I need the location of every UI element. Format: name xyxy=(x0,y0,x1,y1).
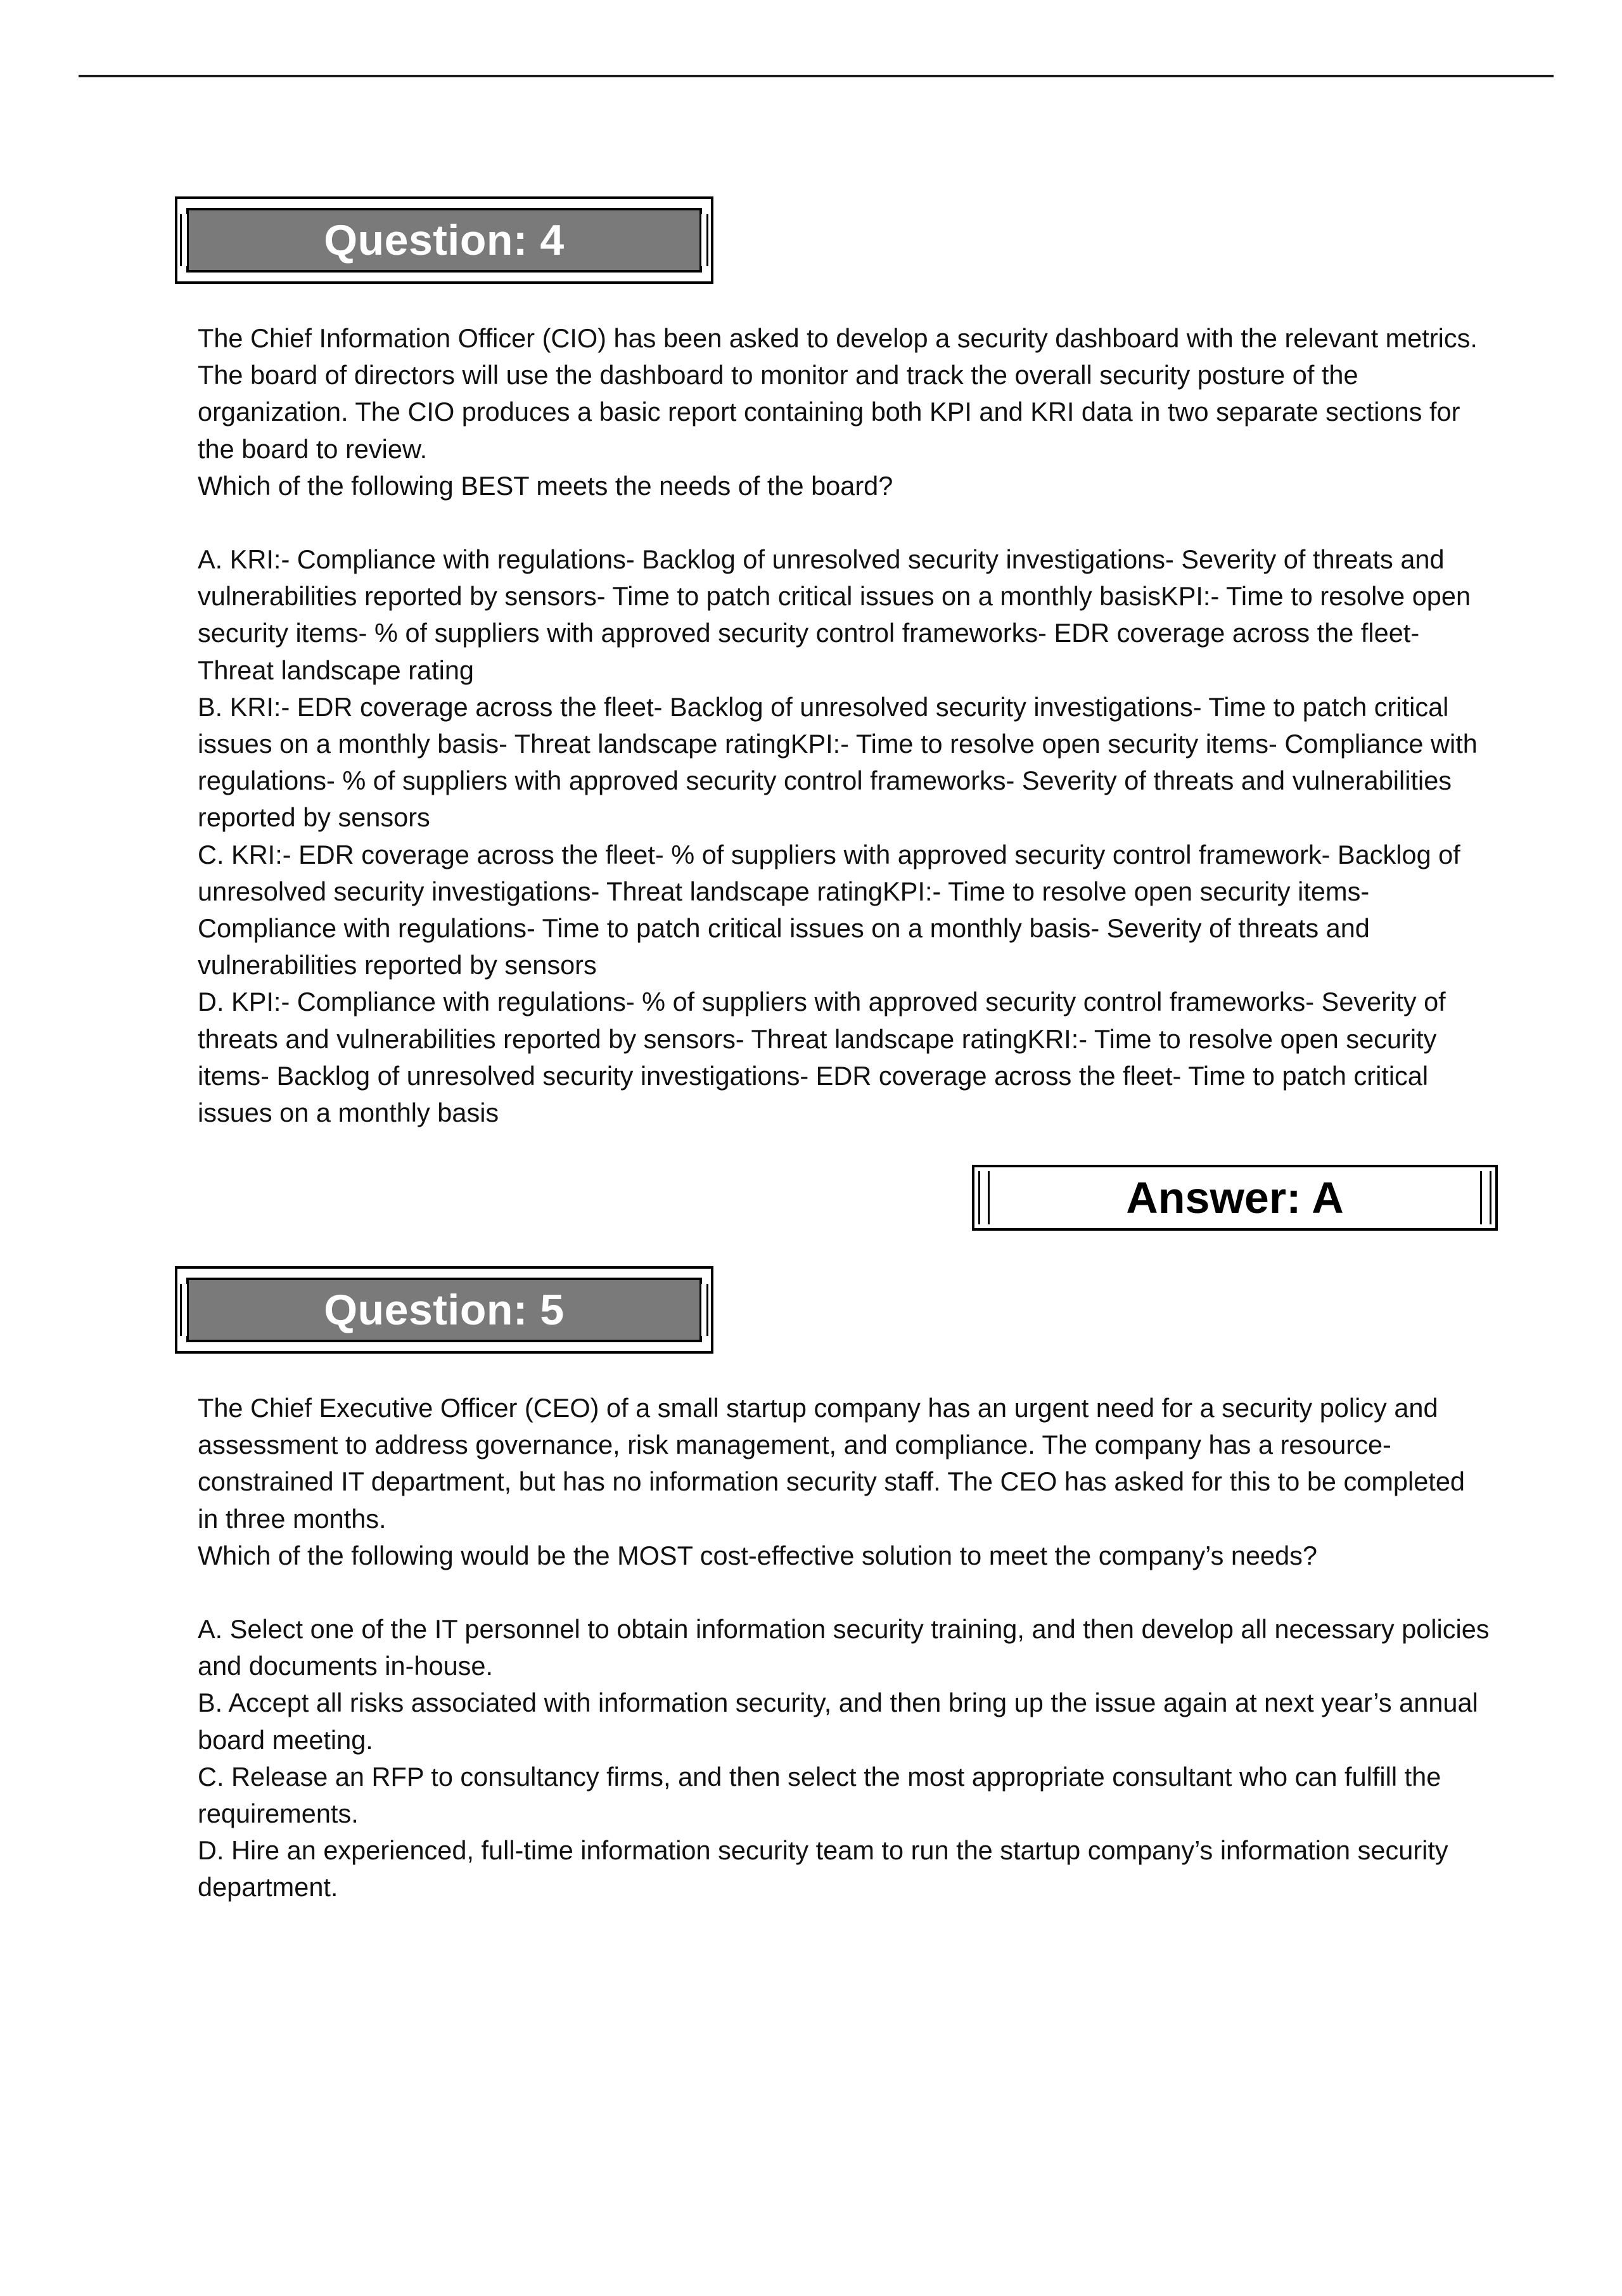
question-4-prompt: Which of the following BEST meets the needs of the board? xyxy=(198,470,893,501)
question-5-option-d: D. Hire an experienced, full-time information security team to run the startup company’s information security department. xyxy=(198,1835,1448,1902)
question-5-prompt: Which of the following would be the MOST cost-effective solution to meet the company’s needs? xyxy=(198,1540,1318,1570)
header-rule xyxy=(79,75,1554,77)
question-4-title: Question: 4 xyxy=(324,216,565,264)
question-5-stem: The Chief Executive Officer (CEO) of a small startup company has an urgent need for a security policy and assessment to address governance, risk management, and compliance. The company has a resource-constrained IT department, but has no information security staff. The CEO has asked for this to be completed in three months. xyxy=(198,1393,1465,1534)
question-4-option-d: D. KPI:- Compliance with regulations- % of suppliers with approved security control frameworks- Severity of threats and vulnerabilities reported by sensors- Threat landscape ratingKRI:- Time to resolve open security items- Backlog of unresolved security investigations- EDR coverage across the fleet- Time to patch critical issues on a monthly basis xyxy=(198,987,1446,1128)
question-5-option-c: C. Release an RFP to consultancy firms, and then select the most appropriate consultant who can fulfill the requirements. xyxy=(198,1761,1441,1829)
question-5-option-a: A. Select one of the IT personnel to obtain information security training, and then develop all necessary policies and documents in-house. xyxy=(198,1614,1490,1681)
question-5-body xyxy=(198,1390,1490,1906)
question-4-header-band xyxy=(186,208,702,273)
question-5-option-b: B. Accept all risks associated with information security, and then bring up the issue again at next year’s annual board meeting. xyxy=(198,1688,1478,1755)
question-4-option-a: A. KRI:- Compliance with regulations- Backlog of unresolved security investigations- Severity of threats and vulnerabilities reported by sensors- Time to patch critical issues on a monthly basisKPI:- Time to resolve open security items- % of suppliers with approved security control frameworks- EDR coverage across the fleet- Threat landscape rating xyxy=(198,544,1471,685)
question-4-header xyxy=(175,196,713,284)
question-4-stem: The Chief Information Officer (CIO) has been asked to develop a security dashboard with the relevant metrics. The board of directors will use the dashboard to monitor and track the overall security posture of the organization. The CIO produces a basic report containing both KPI and KRI data in two separate sections for the board to review. xyxy=(198,323,1478,464)
answer-box xyxy=(972,1165,1498,1231)
answer-label: Answer: A xyxy=(1126,1173,1344,1222)
question-5-header xyxy=(175,1266,713,1354)
question-5-title: Question: 5 xyxy=(324,1286,565,1334)
question-4-option-b: B. KRI:- EDR coverage across the fleet- Backlog of unresolved security investigations- Time to patch critical issues on a monthly basis- Threat landscape ratingKPI:- Time to resolve open security items- Compliance with regulations- % of suppliers with approved security control frameworks- Severity of threats and vulnerabilities reported by sensors xyxy=(198,691,1478,833)
question-4-option-c: C. KRI:- EDR coverage across the fleet- % of suppliers with approved security control framework- Backlog of unresolved security investigations- Threat landscape ratingKPI:- Time to resolve open security items- Compliance with regulations- Time to patch critical issues on a monthly basis- Severity of threats and vulnerabilities reported by sensors xyxy=(198,839,1460,980)
question-5-header-band xyxy=(186,1278,702,1342)
spacer xyxy=(198,1574,1490,1611)
spacer xyxy=(198,504,1490,541)
question-4-body xyxy=(198,320,1490,1131)
